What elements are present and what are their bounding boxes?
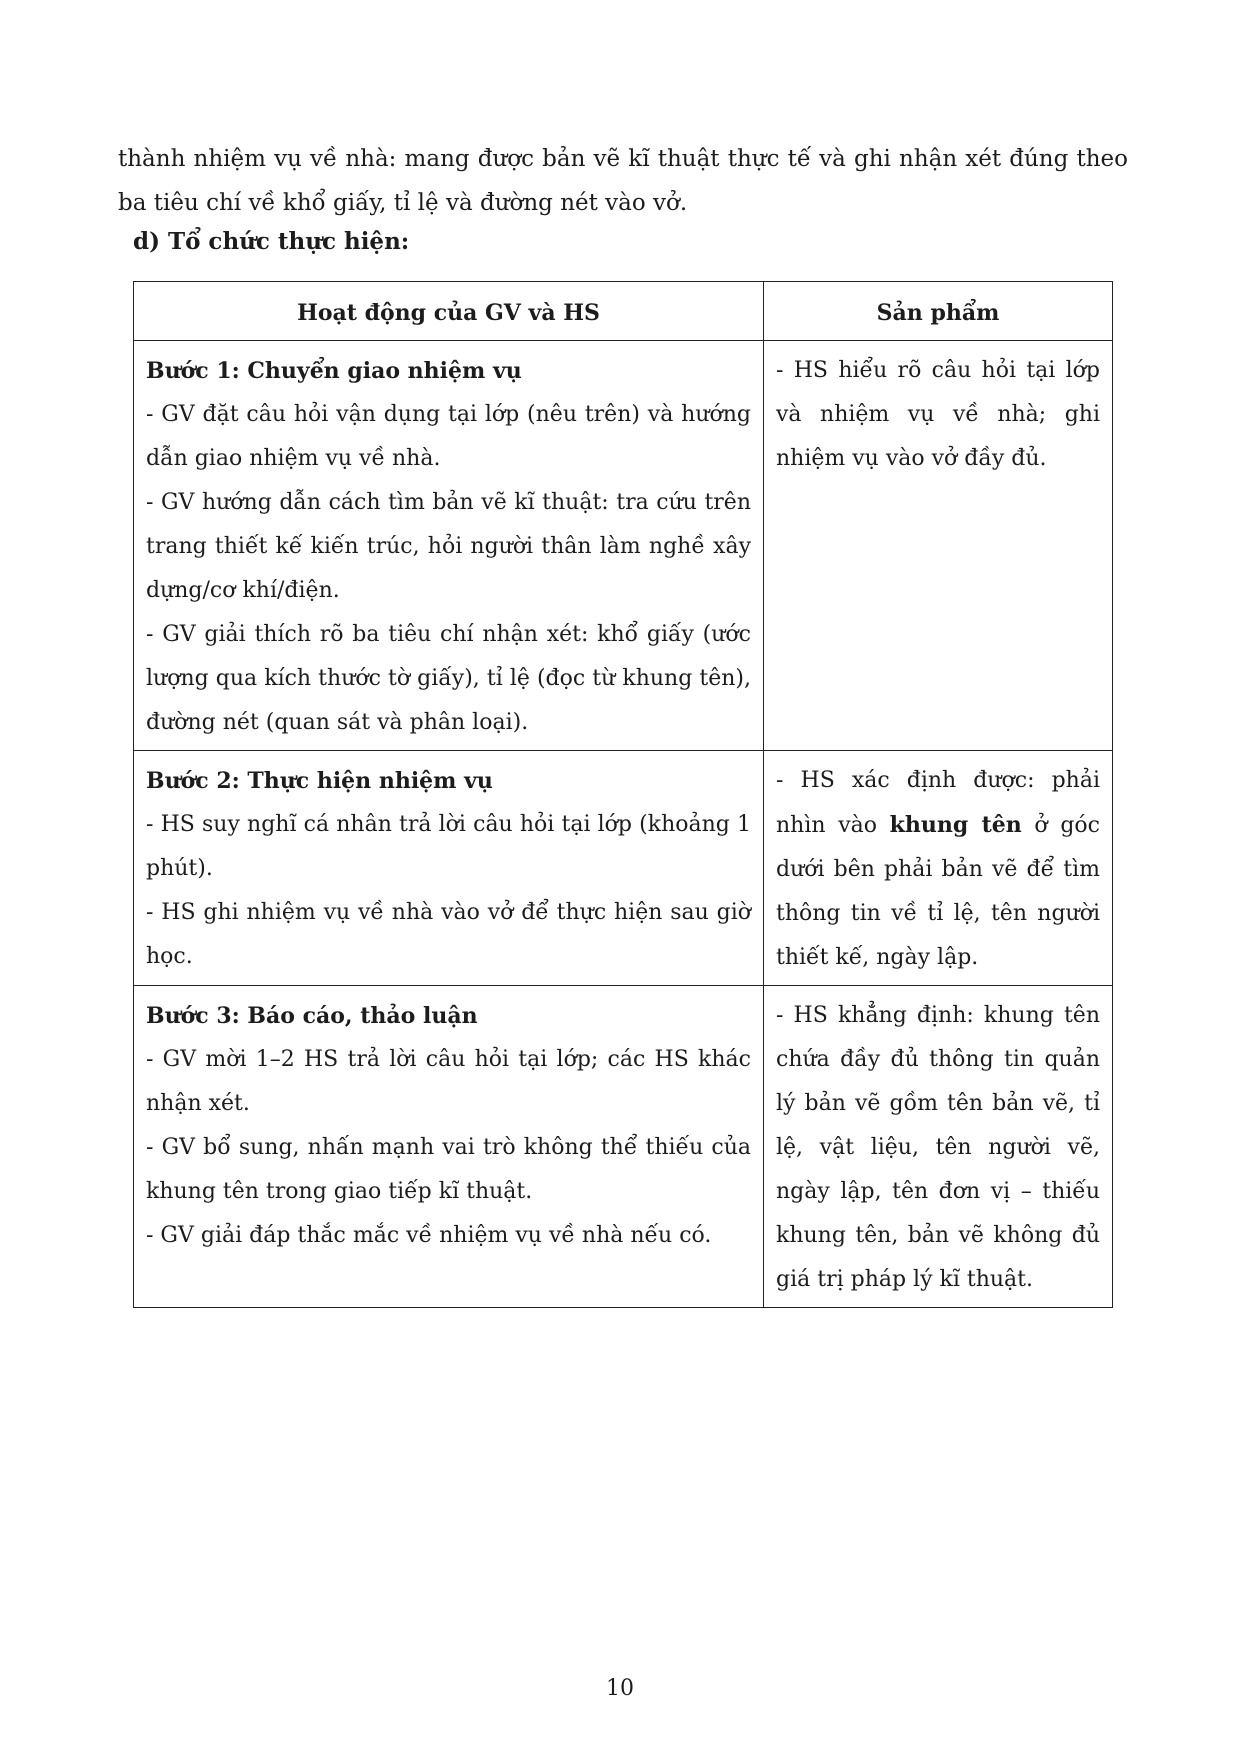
section-heading: d) Tổ chức thực hiện:: [133, 228, 410, 255]
table-row-step-2: [134, 751, 1113, 986]
step-1-title: Bước 1: Chuyển giao nhiệm vụ: [146, 358, 522, 384]
step-3-product: - HS khẳng định: khung tên chứa đầy đủ thông tin quản lý bản vẽ gồm tên bản vẽ, tỉ lệ, vật liệu, tên người vẽ, ngày lập, tên đơn vị – thiếu khung tên, bản vẽ không đủ giá trị pháp lý kĩ thuật.: [764, 986, 1113, 1308]
step-1-line: - GV giải thích rõ ba tiêu chí nhận xét: khổ giấy (ước lượng qua kích thước tờ giấy), tỉ lệ (đọc từ khung tên), đường nét (quan sát và phân loại).: [146, 622, 751, 735]
step-3-line: - GV giải đáp thắc mắc về nhiệm vụ về nhà nếu có.: [146, 1223, 712, 1248]
header-activities: Hoạt động của GV và HS: [134, 282, 764, 341]
header-products: Sản phẩm: [764, 282, 1113, 341]
step-2-product-emphasis: khung tên: [889, 812, 1022, 838]
page-number: 10: [606, 1676, 634, 1701]
step-1-line: - GV đặt câu hỏi vận dụng tại lớp (nêu trên) và hướng dẫn giao nhiệm vụ về nhà.: [146, 402, 751, 471]
step-2-line: - HS suy nghĩ cá nhân trả lời câu hỏi tại lớp (khoảng 1 phút).: [146, 812, 751, 881]
step-2-line: - HS ghi nhiệm vụ về nhà vào vở để thực hiện sau giờ học.: [146, 900, 751, 969]
activity-table: [133, 281, 1113, 1308]
intro-paragraph: thành nhiệm vụ về nhà: mang được bản vẽ kĩ thuật thực tế và ghi nhận xét đúng theo ba tiêu chí về khổ giấy, tỉ lệ và đường nét vào vở.: [118, 146, 1128, 216]
step-2-product: [764, 751, 1113, 986]
step-3-line: - GV mời 1–2 HS trả lời câu hỏi tại lớp; các HS khác nhận xét.: [146, 1047, 751, 1116]
step-2-activities: [134, 751, 764, 986]
table-header-row: [134, 282, 1113, 341]
table-row-step-3: [134, 986, 1113, 1308]
step-3-activities: [134, 986, 764, 1308]
step-2-product-text: ở góc dưới bên phải bản vẽ để tìm thông tin về tỉ lệ, tên người thiết kế, ngày lập.: [776, 813, 1100, 970]
step-2-title: Bước 2: Thực hiện nhiệm vụ: [146, 768, 493, 794]
step-1-product: - HS hiểu rõ câu hỏi tại lớp và nhiệm vụ về nhà; ghi nhiệm vụ vào vở đầy đủ.: [764, 341, 1113, 751]
step-1-line: - GV hướng dẫn cách tìm bản vẽ kĩ thuật: tra cứu trên trang thiết kế kiến trúc, hỏi người thân làm nghề xây dựng/cơ khí/điện.: [146, 490, 751, 603]
step-3-title: Bước 3: Báo cáo, thảo luận: [146, 1003, 478, 1029]
step-1-activities: [134, 341, 764, 751]
table-row-step-1: [134, 341, 1113, 751]
step-2-product-text: - HS xác định được: phải nhìn vào: [776, 768, 1100, 838]
step-3-line: - GV bổ sung, nhấn mạnh vai trò không thể thiếu của khung tên trong giao tiếp kĩ thuật.: [146, 1135, 751, 1204]
